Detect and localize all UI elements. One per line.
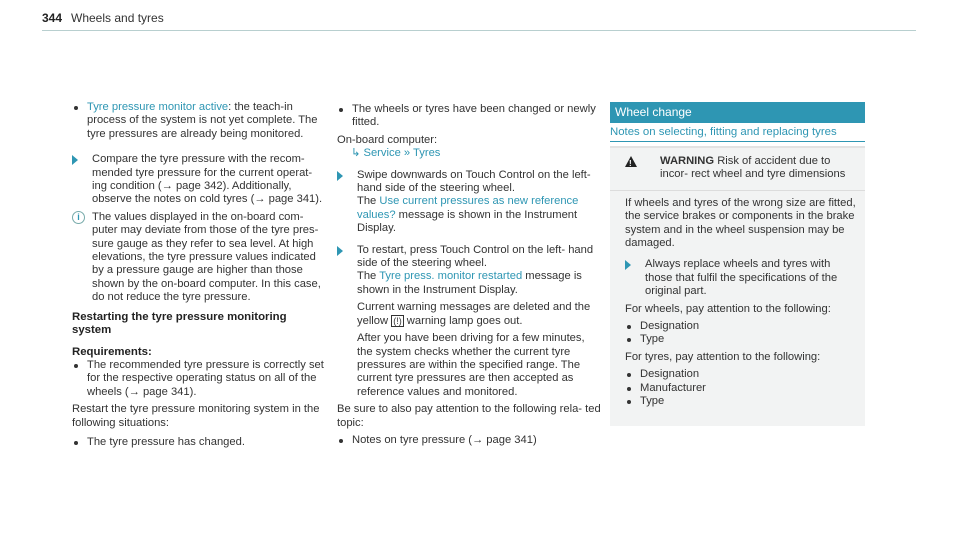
status-link[interactable]: Tyre pressure monitor active	[87, 101, 229, 113]
step-arrow-icon	[625, 260, 631, 270]
section-title: Wheels and tyres	[71, 11, 164, 25]
info-icon: i	[72, 211, 85, 224]
warning-triangle-icon	[625, 156, 637, 167]
warning-label: WARNING	[660, 155, 715, 167]
column-left	[72, 101, 327, 449]
section-bar-title: Wheel change	[615, 105, 692, 119]
requirements-heading: Requirements:	[72, 345, 152, 358]
list-item: Designation	[625, 320, 857, 333]
instruction-step: Always replace wheels and tyres with those that fulfil the specifications of the original part.	[625, 258, 857, 298]
page-number: 344	[42, 11, 63, 25]
message-link[interactable]: Use current pressures as new reference values?	[357, 195, 579, 221]
step-arrow-icon	[337, 171, 343, 181]
paragraph: For wheels, pay attention to the following:	[625, 302, 831, 315]
info-note: i The values displayed in the on-board com- puter may deviate from those of the tyre pres- sure gauge as they refer to sea level. At high elevations, the tyre pressure values indicated by a pressure gauge are higher than those shown by the on-board computer. In this case, do not reduce the tyre pressure.	[72, 211, 327, 305]
list-item: The recommended tyre pressure is correctly set for the respective operating status on all of the wheels (→ page 341).	[72, 359, 327, 399]
onboard-label: On-board computer:	[337, 133, 438, 146]
list-item: The wheels or tyres have been changed or newly fitted.	[337, 103, 603, 130]
paragraph: For tyres, pay attention to the following:	[625, 350, 821, 363]
instruction-step: Swipe downwards on Touch Control on the left-hand side of the steering wheel. The Use current pressures as new reference values? message is shown in the Instrument Display.	[337, 169, 603, 236]
message-link[interactable]: Tyre press. monitor restarted	[379, 270, 523, 283]
list-item: Type	[625, 395, 857, 408]
warning-box	[610, 146, 865, 426]
paragraph: Restart the tyre pressure monitoring system in the following situations:	[72, 403, 320, 429]
list-item: The tyre pressure has changed.	[72, 436, 327, 449]
divider	[610, 190, 865, 191]
page-header	[42, 4, 916, 31]
menu-path-tyres[interactable]: Tyres	[413, 147, 441, 160]
step-arrow-icon	[72, 155, 78, 165]
list-item: Notes on tyre pressure (→ page 341)	[337, 434, 603, 447]
column-middle	[337, 103, 603, 447]
paragraph: If wheels and tyres of the wrong size are fitted, the service brakes or components in the brake system and in the wheel suspension may be damaged.	[625, 196, 856, 250]
list-item: Manufacturer	[625, 382, 857, 395]
section-bar	[610, 102, 865, 123]
list-item: Designation	[625, 368, 857, 381]
paragraph: Be sure to also pay attention to the following rela- ted topic:	[337, 403, 601, 429]
paragraph: After you have been driving for a few minutes, the system checks whether the current tyre pressures are within the specified range. The current tyre pressures are then accepted as reference values and monitored.	[357, 332, 585, 398]
menu-path-service[interactable]: Service	[363, 147, 401, 160]
tyre-pressure-warning-lamp-icon: (!)	[393, 315, 402, 326]
menu-path	[337, 147, 603, 160]
corner-arrow-icon: ↳	[351, 147, 361, 160]
list-item: Tyre pressure monitor active: the teach-in process of the system is not yet complete. The tyre pressures are already being monitored.	[72, 101, 327, 141]
instruction-step: To restart, press Touch Control on the left- hand side of the steering wheel. The Tyre press. monitor restarted message is shown in the Instrument Display.	[337, 244, 603, 298]
list-item: Type	[625, 333, 857, 346]
path-separator-icon: »	[403, 147, 411, 160]
paragraph: Current warning messages are deleted and the yellow (!) warning lamp goes out.	[357, 301, 591, 327]
warning-header: ! WARNING Risk of accident due to incor- rect wheel and tyre dimensions	[610, 155, 865, 190]
section-heading: Restarting the tyre pressure monitoring system	[72, 310, 287, 337]
subsection-title: Notes on selecting, fitting and replacing tyres	[610, 126, 865, 142]
step-arrow-icon	[337, 246, 343, 256]
instruction-step: Compare the tyre pressure with the recom- mended tyre pressure for the current operat- ing condition (→ page 342). Additionally, observe the notes on cold tyres (→ page 341).	[72, 153, 327, 207]
